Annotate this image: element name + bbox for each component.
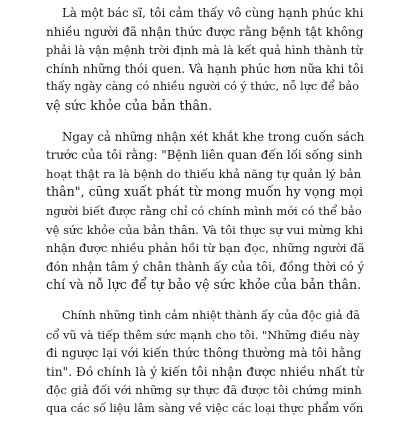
text-line: người biết được rằng chỉ có chính mình mới có thể bảo: [46, 203, 362, 218]
text-line: trước của tôi rằng: "Bệnh liên quan đến lối sống sinh: [46, 148, 363, 163]
text-line: Là một bác sĩ, tôi cảm thấy vô cùng hạnh phúc khi: [62, 6, 364, 20]
text-line: chính những thói quen. Và hạnh phúc hơn nữa khi tôi: [46, 61, 364, 76]
text-column: [46, 4, 364, 430]
paragraph-3: [46, 307, 364, 419]
text-line: tin". Đó chính là ý kiến tôi nhận được nhiều nhất từ: [46, 364, 364, 379]
text-line: nhiều người đã nhận thức được rằng bệnh tật không: [46, 24, 364, 39]
text-line: Ngay cả những nhận xét khắt khe trong cuốn sách: [62, 129, 365, 144]
text-line: vệ sức khỏe của bản thân.: [46, 97, 213, 113]
text-line: chí và nỗ lực để tự bảo vệ sức khỏe của bản thân.: [46, 277, 362, 293]
text-line: độc giả đối với những sự thực đã được tôi chứng minh: [46, 383, 362, 398]
text-line: cổ vũ và tiếp thêm sức mạnh cho tôi. "Những điều này: [46, 327, 360, 342]
text-line: thân", cũng xuất phát từ mong muốn hy vọng mọi: [46, 184, 364, 200]
paragraph-2: [46, 128, 364, 295]
text-line: nhận được nhiều phản hồi từ bạn đọc, những người đã: [46, 241, 365, 256]
text-line: hoạt thật ra là bệnh do thiếu khả năng tự quản lý bản: [46, 166, 362, 181]
text-line: qua các số liệu lâm sàng về việc các loại thực phẩm vốn: [46, 401, 364, 415]
text-line: vệ sức khỏe của bản thân. Và tôi thực sự vui mừng khi: [46, 222, 364, 237]
text-line: phải là vận mệnh trời định mà là kết quả hình thành từ: [46, 43, 363, 58]
paragraph-1: [46, 4, 364, 116]
text-line: Chính những tình cảm nhiệt thành ấy của độc giả đã: [62, 308, 360, 322]
text-line: đi ngược lại với kiến thức thông thường mà tôi hằng: [46, 346, 362, 361]
text-line: thấy ngày càng có nhiều người có ý thức, nỗ lực để bảo: [46, 80, 359, 94]
text-line: đón nhận tâm ý chân thành ấy của tôi, đồng thời có ý: [46, 259, 365, 274]
